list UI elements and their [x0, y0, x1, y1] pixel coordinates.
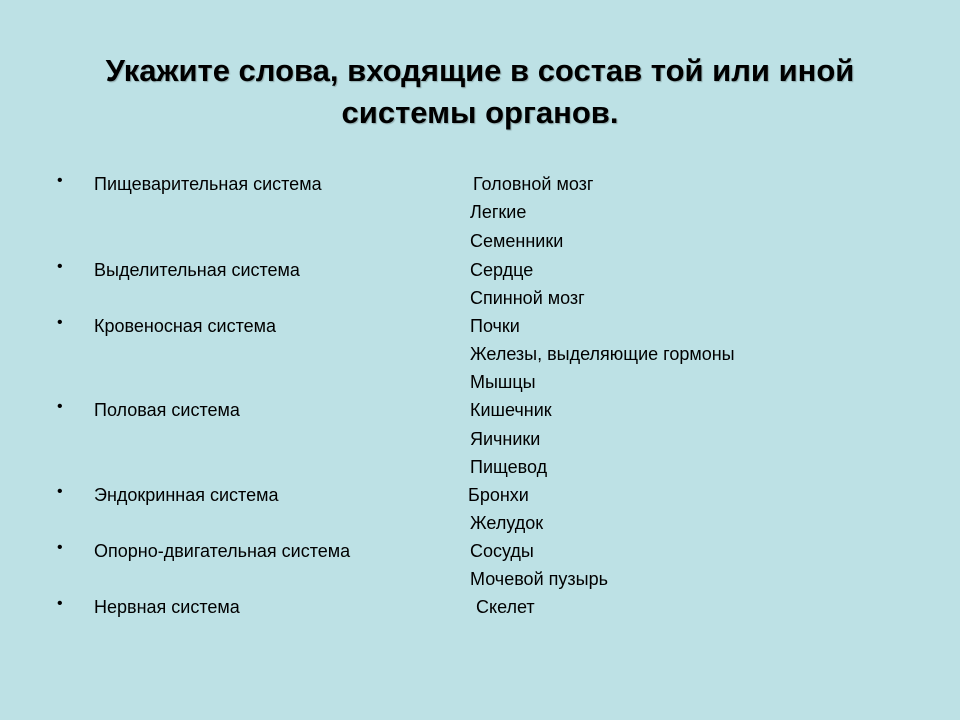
bullet-icon: • [57, 595, 63, 612]
system-musculoskeletal: Опорно-двигательная система [94, 541, 351, 561]
system-nervous: Нервная система [94, 597, 240, 617]
organ-item: Мочевой пузырь [470, 569, 608, 589]
organ-item: Яичники [470, 429, 541, 449]
system-excretory: Выделительная система [94, 260, 300, 280]
slide-title [60, 50, 900, 134]
organ-item: Семенники [470, 231, 564, 251]
organ-item: Пищевод [470, 457, 548, 477]
bullet-icon: • [57, 483, 63, 500]
organ-item: Мышцы [470, 372, 536, 392]
organ-item: Спинной мозг [470, 288, 585, 308]
title-line-2: системы органов. [341, 95, 619, 130]
organ-item: Скелет [476, 597, 535, 617]
system-reproductive: Половая система [94, 400, 240, 420]
organ-item: Легкие [470, 202, 527, 222]
bullet-icon: • [57, 398, 63, 415]
organ-item: Железы, выделяющие гормоны [470, 344, 735, 364]
title-line-1: Укажите слова, входящие в состав той или иной [105, 53, 855, 88]
bullet-icon: • [57, 314, 63, 331]
organ-item: Кишечник [470, 400, 552, 420]
bullet-icon: • [57, 539, 63, 556]
system-digestive: Пищеварительная система [94, 174, 322, 194]
organ-item: Бронхи [468, 485, 529, 505]
bullet-icon: • [57, 258, 63, 275]
organ-item: Сердце [470, 260, 534, 280]
organ-item: Желудок [470, 513, 544, 533]
organ-item: Сосуды [470, 541, 534, 561]
organ-item: Головной мозг [473, 174, 594, 194]
system-circulatory: Кровеносная система [94, 316, 277, 336]
organ-item: Почки [470, 316, 520, 336]
system-endocrine: Эндокринная система [94, 485, 279, 505]
bullet-icon: • [57, 172, 63, 189]
